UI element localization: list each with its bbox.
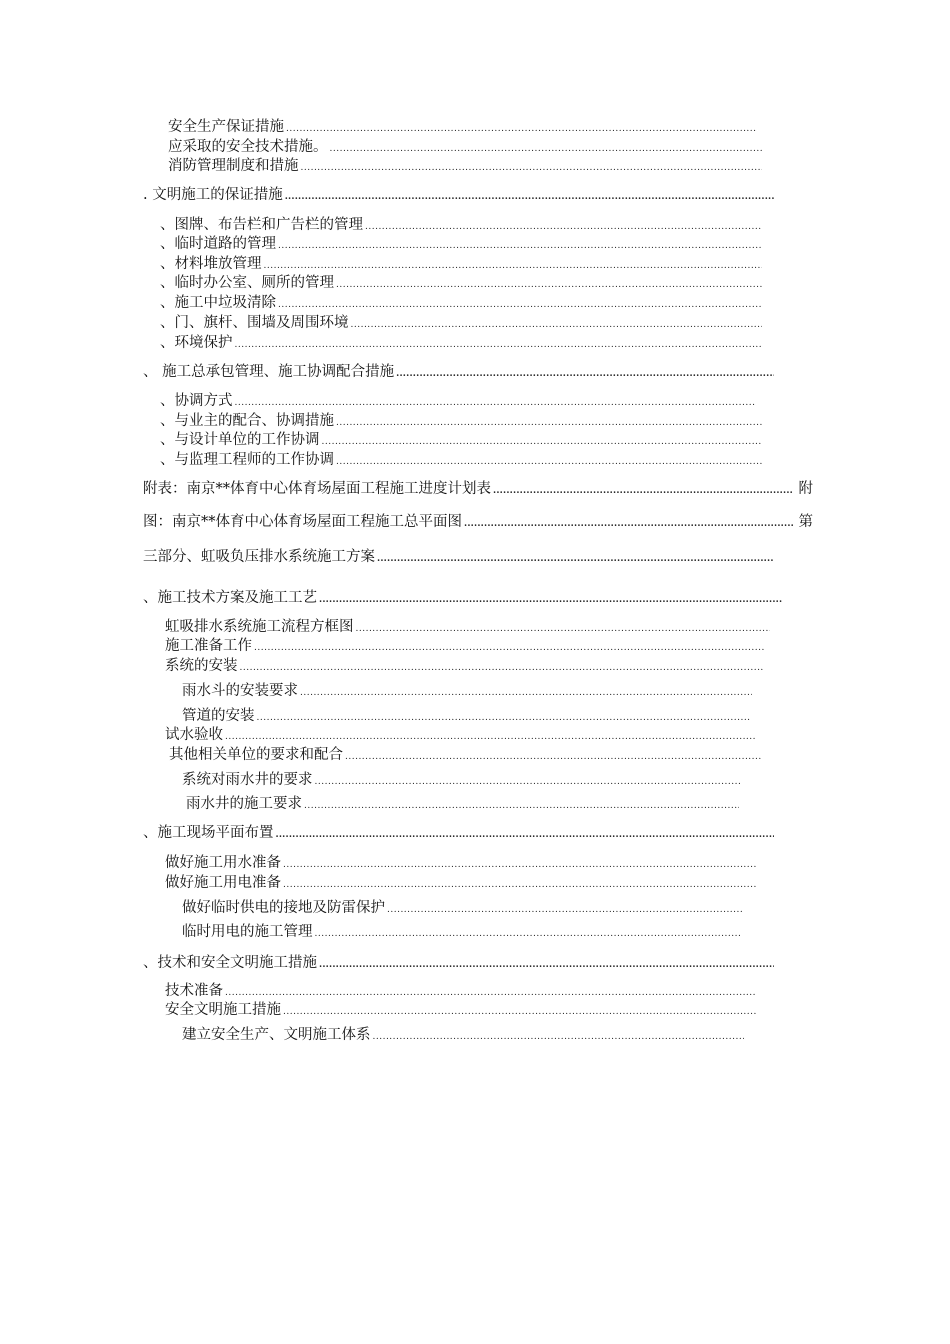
toc-entry[interactable] (182, 923, 740, 942)
toc-leader-dots (493, 484, 793, 499)
toc-entry-text: 、与监理工程师的工作协调 (160, 452, 334, 468)
toc-entry[interactable] (182, 771, 740, 790)
toc-entry-text: 、材料堆放管理 (160, 256, 262, 272)
toc-section[interactable] (143, 548, 774, 567)
toc-entry-text: 管道的安装 (182, 708, 255, 724)
toc-leader-dots (278, 239, 762, 254)
toc-entry-text: 系统的安装 (165, 658, 238, 674)
toc-entry[interactable] (160, 412, 762, 431)
toc-leader-dots (254, 641, 764, 656)
toc-entry-text: 试水验收 (165, 727, 223, 743)
toc-entry[interactable] (182, 707, 750, 726)
toc-entry[interactable] (165, 854, 756, 873)
toc-entry-text: 、与业主的配合、协调措施 (160, 413, 334, 429)
toc-entry-text: 、与设计单位的工作协调 (160, 432, 320, 448)
toc-leader-dots (264, 259, 763, 274)
toc-leader-dots (300, 686, 752, 701)
toc-leader-dots (278, 298, 762, 313)
toc-leader-dots (377, 552, 774, 567)
toc-entry[interactable] (165, 637, 764, 656)
toc-leader-dots (356, 622, 771, 637)
toc-entry-text: 、协调方式 (160, 393, 233, 409)
toc-entry-text: 临时用电的施工管理 (182, 924, 313, 940)
toc-section[interactable] (143, 480, 813, 499)
toc-section-text: . 文明施工的保证措施 (143, 187, 283, 203)
toc-overflow-char: 第 (798, 514, 813, 530)
toc-leader-dots (257, 711, 751, 726)
toc-leader-dots (315, 775, 741, 790)
toc-entry[interactable] (168, 118, 756, 137)
toc-entry-text: 、图牌、布告栏和广告栏的管理 (160, 217, 363, 233)
toc-entry-text: 、门、旗杆、围墙及周围环境 (160, 315, 349, 331)
toc-entry[interactable] (168, 157, 762, 176)
toc-entry[interactable] (165, 1001, 756, 1020)
toc-entry-text: 建立安全生产、文明施工体系 (182, 1027, 371, 1043)
toc-leader-dots (301, 161, 763, 176)
toc-entry-text: 安全生产保证措施 (168, 119, 284, 135)
toc-leader-dots (336, 278, 762, 293)
toc-leader-dots (225, 730, 756, 745)
toc-entry[interactable] (182, 682, 752, 701)
toc-leader-dots (322, 435, 763, 450)
toc-entry-text: 、施工中垃圾清除 (160, 295, 276, 311)
toc-entry-text: 系统对雨水井的要求 (182, 772, 313, 788)
toc-leader-dots (283, 858, 756, 873)
toc-overflow-char: 附 (798, 481, 813, 497)
toc-leader-dots (285, 190, 774, 205)
toc-section-text: 、施工技术方案及施工工艺 (143, 590, 317, 606)
toc-entry[interactable] (160, 294, 762, 313)
toc-leader-dots (336, 416, 762, 431)
toc-entry[interactable] (160, 255, 762, 274)
toc-entry[interactable] (165, 726, 756, 745)
toc-entry[interactable] (160, 431, 762, 450)
toc-leader-dots (235, 338, 763, 353)
toc-section[interactable] (143, 954, 774, 973)
toc-entry[interactable] (165, 618, 770, 637)
toc-entry-text: 施工准备工作 (165, 638, 252, 654)
toc-entry-text: 、临时办公室、厕所的管理 (160, 275, 334, 291)
toc-entry[interactable] (160, 314, 762, 333)
toc-leader-dots (235, 396, 757, 411)
toc-entry[interactable] (169, 746, 762, 765)
toc-leader-dots (319, 958, 774, 973)
toc-entry[interactable] (182, 899, 744, 918)
toc-entry[interactable] (160, 451, 762, 470)
toc-entry[interactable] (165, 874, 756, 893)
toc-section-text: 三部分、虹吸负压排水系统施工方案 (143, 549, 375, 565)
toc-leader-dots (240, 661, 765, 676)
toc-entry-text: 做好施工用水准备 (165, 855, 281, 871)
toc-entry[interactable] (160, 274, 762, 293)
toc-entry-text: 安全文明施工措施 (165, 1002, 281, 1018)
toc-leader-dots (225, 986, 756, 1001)
toc-entry-text: 消防管理制度和措施 (168, 158, 299, 174)
toc-section[interactable] (143, 513, 813, 532)
toc-section-text: 图：南京**体育中心体育场屋面工程施工总平面图 (143, 514, 462, 530)
toc-section[interactable] (143, 824, 774, 843)
toc-entry[interactable] (165, 657, 764, 676)
toc-entry[interactable] (160, 235, 762, 254)
toc-section-text: 、 施工总承包管理、施工协调配合措施 (143, 364, 395, 380)
toc-section[interactable] (143, 186, 774, 205)
toc-leader-dots (464, 517, 793, 532)
toc-entry-text: 其他相关单位的要求和配合 (169, 747, 343, 763)
toc-entry-text: 雨水井的施工要求 (186, 796, 302, 812)
toc-leader-dots (373, 1030, 745, 1045)
toc-leader-dots (283, 1005, 756, 1020)
toc-entry[interactable] (182, 1026, 744, 1045)
toc-entry[interactable] (160, 334, 762, 353)
toc-leader-dots (336, 455, 762, 470)
toc-leader-dots (365, 220, 762, 235)
toc-leader-dots (396, 367, 774, 382)
toc-leader-dots (387, 903, 744, 918)
toc-entry-text: 做好施工用电准备 (165, 875, 281, 891)
toc-entry[interactable] (160, 216, 762, 235)
toc-section-text: 、技术和安全文明施工措施 (143, 955, 317, 971)
toc-section[interactable] (143, 589, 782, 608)
toc-entry-text: 虹吸排水系统施工流程方框图 (165, 619, 354, 635)
toc-section-text: 、施工现场平面布置 (143, 825, 274, 841)
toc-leader-dots (345, 750, 762, 765)
toc-entry-text: 技术准备 (165, 983, 223, 999)
toc-leader-dots (315, 927, 741, 942)
toc-leader-dots (319, 593, 782, 608)
toc-entry-text: 、环境保护 (160, 335, 233, 351)
toc-entry[interactable] (165, 982, 756, 1001)
toc-leader-dots (304, 799, 739, 814)
toc-leader-dots (330, 142, 763, 157)
toc-entry[interactable] (160, 392, 756, 411)
toc-section-text: 附表：南京**体育中心体育场屋面工程施工进度计划表 (143, 481, 491, 497)
toc-leader-dots (276, 828, 775, 843)
toc-entry-text: 应采取的安全技术措施。 (168, 139, 328, 155)
toc-leader-dots (351, 318, 763, 333)
toc-entry-text: 雨水斗的安装要求 (182, 683, 298, 699)
toc-entry[interactable] (186, 795, 739, 814)
toc-leader-dots (286, 122, 756, 137)
toc-leader-dots (283, 878, 756, 893)
toc-entry[interactable] (168, 138, 762, 157)
toc-entry-text: 、临时道路的管理 (160, 236, 276, 252)
toc-section[interactable] (143, 363, 774, 382)
toc-entry-text: 做好临时供电的接地及防雷保护 (182, 900, 385, 916)
